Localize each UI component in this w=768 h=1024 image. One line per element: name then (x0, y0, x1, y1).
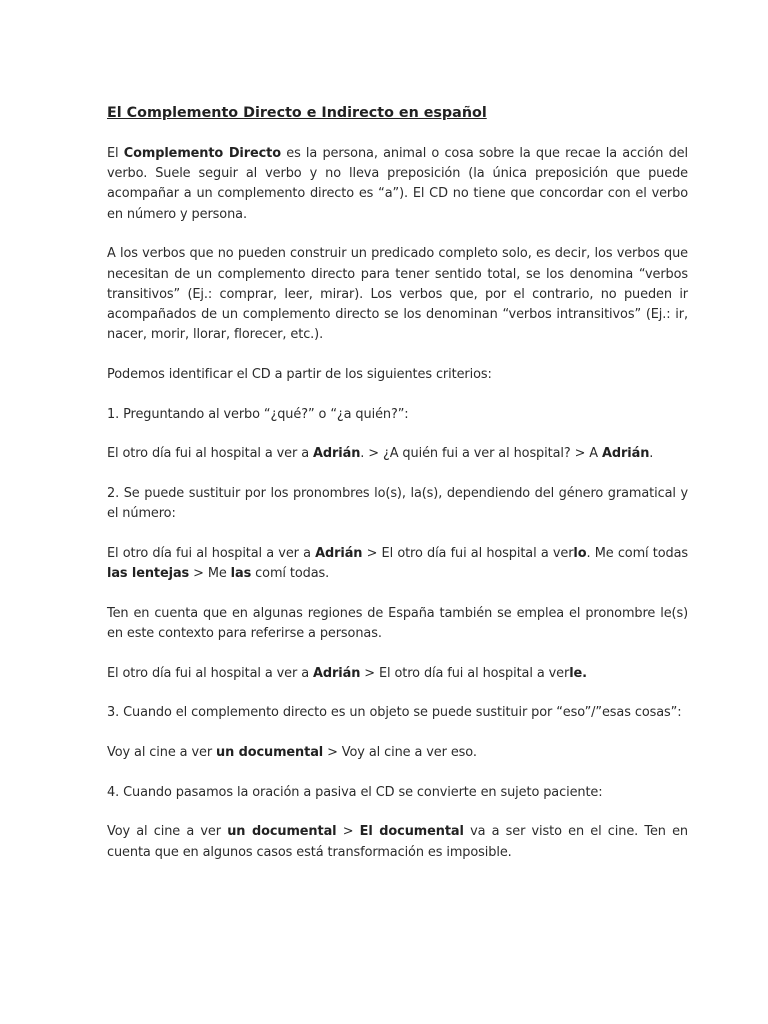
document-body (107, 103, 688, 882)
text-run: 2. Se puede sustituir por los pronombres lo(s), la(s), dependiendo del género gramatical y el número: (107, 485, 688, 522)
paragraph (107, 405, 688, 425)
text-run: El otro día fui al hospital a ver a (107, 545, 316, 561)
paragraph (107, 544, 688, 584)
bold-text: lo (573, 545, 587, 561)
paragraph (107, 703, 688, 723)
text-run: Voy al cine a ver (107, 745, 217, 761)
paragraph (107, 444, 688, 464)
paragraph (107, 822, 688, 862)
text-run: El (107, 146, 124, 161)
bold-text: Adrián (313, 665, 361, 681)
paragraph (107, 604, 688, 644)
paragraph (107, 365, 688, 385)
text-run: Voy al cine a ver (107, 824, 228, 840)
text-run: 3. Cuando el complemento directo es un objeto se puede sustituir por “eso”/”esas cosas”: (107, 705, 682, 721)
text-run: . > ¿A quién fui a ver al hospital? > A (360, 446, 603, 462)
bold-text: las lentejas (107, 566, 190, 582)
text-run: 1. Preguntando al verbo “¿qué?” o “¿a quién?”: (107, 406, 409, 422)
bold-text: Adrián (315, 545, 363, 561)
text-run: 4. Cuando pasamos la oración a pasiva el CD se convierte en sujeto paciente: (107, 784, 603, 800)
paragraph (107, 144, 688, 225)
text-run: Podemos identificar el CD a partir de los siguientes criterios: (107, 366, 492, 382)
bold-text: un documental (216, 745, 324, 761)
text-run: > El otro día fui al hospital a ver (362, 545, 574, 561)
bold-text: El documental (359, 824, 464, 840)
text-run: . (649, 446, 654, 462)
bold-text: Adrián (313, 446, 361, 462)
text-run: es la persona, animal o cosa sobre la que recae la acción del verbo. Suele seguir al verbo y no lleva preposición (la única preposición que puede acompañar a un complemento directo es “a”). El CD no tiene que concordar con el verbo en número y persona. (107, 146, 688, 222)
paragraph (107, 664, 688, 684)
bold-text: Adrián (602, 446, 650, 462)
text-run: > El otro día fui al hospital a ver (360, 665, 570, 681)
bold-text: un documental (227, 824, 337, 840)
bold-text: le. (569, 665, 587, 681)
document-title: El Complemento Directo e Indirecto en español (107, 105, 487, 121)
paragraph (107, 743, 688, 763)
paragraph (107, 783, 688, 803)
text-run: El otro día fui al hospital a ver a (107, 446, 314, 462)
text-run: El otro día fui al hospital a ver a (107, 665, 314, 681)
text-run: > (336, 824, 360, 840)
bold-text: Complemento Directo (123, 146, 281, 161)
text-run: comí todas. (251, 566, 330, 582)
text-run: . Me comí todas (586, 545, 688, 561)
text-run: Ten en cuenta que en algunas regiones de España también se emplea el pronombre le(s) en este contexto para referirse a personas. (107, 605, 688, 641)
text-run: A los verbos que no pueden construir un predicado completo solo, es decir, los verbos que necesitan de un complemento directo para tener sentido total, se los denomina “verbos transitivos” (Ej.: comprar, leer, mirar). Los verbos que, por el contrario, no pueden ir acompañados de un complemento directo se los denominan “verbos intransitivos” (Ej.: ir, nacer, morir, llorar, florecer, etc.). (107, 246, 688, 343)
text-run: va a ser visto en el cine. Ten en cuenta que en algunos casos está transformación es imposible. (107, 824, 688, 860)
bold-text: las (230, 566, 252, 582)
text-run: > Me (189, 566, 231, 582)
paragraph-list (107, 144, 688, 863)
paragraph (107, 244, 688, 345)
text-run: > Voy al cine a ver eso. (323, 745, 477, 761)
paragraph (107, 484, 688, 524)
